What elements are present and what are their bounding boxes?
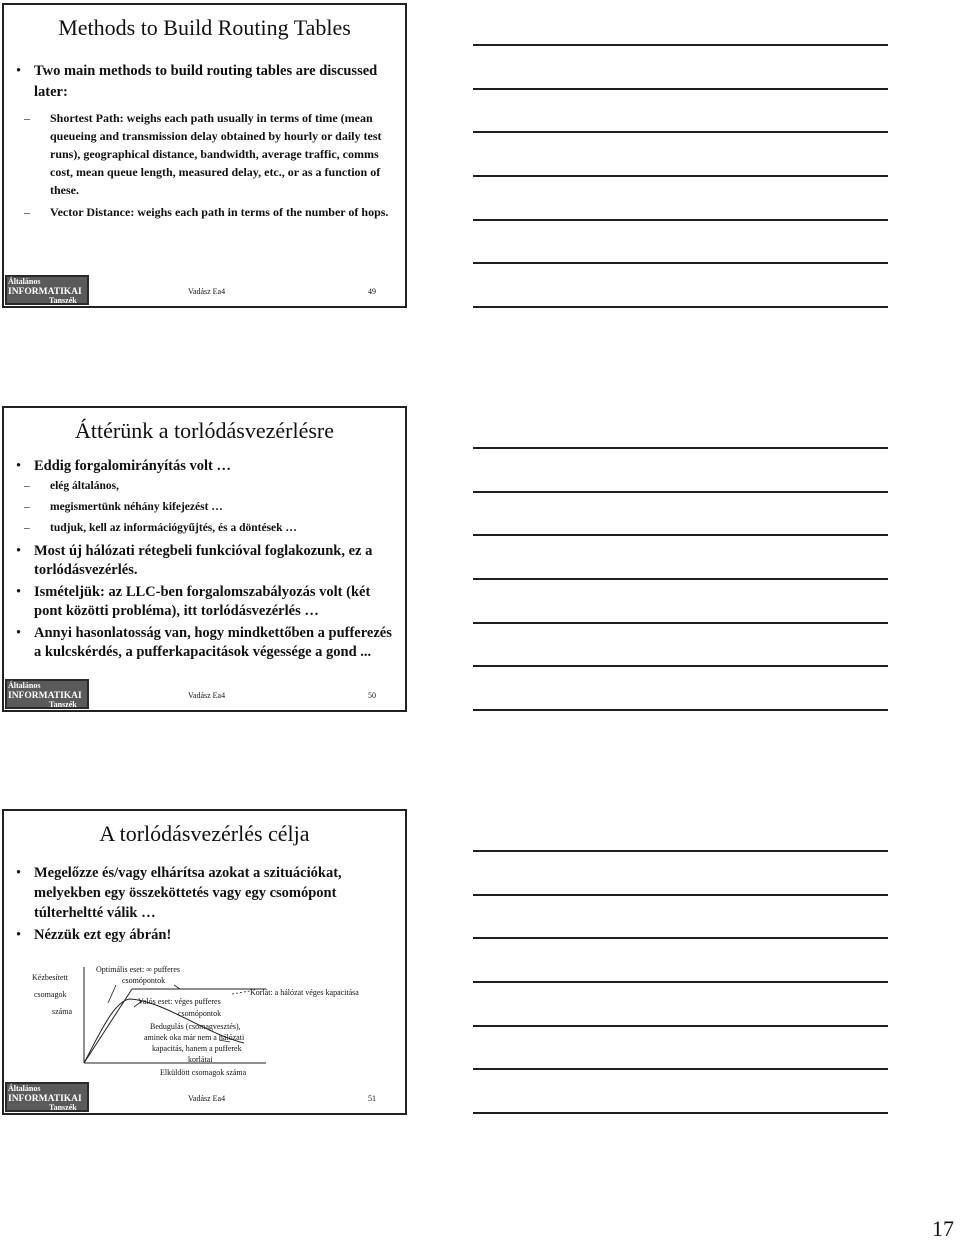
sub-bullet-item: – Shortest Path: weighs each path usually in terms of time (mean queueing and transmission delay obtained by hourly or daily test runs), geographical distance, bandwidth, average traffic, comms cost, mean queue length, measured delay, etc., or as a function of these.	[14, 109, 395, 199]
x-axis-label: Elküldött csomagok száma	[160, 1068, 247, 1077]
logo-line1: Általános	[8, 681, 41, 690]
department-logo	[5, 275, 89, 305]
congestion-label-line3: kapacitás, hanem a pufferek	[152, 1044, 242, 1053]
note-line	[473, 491, 888, 493]
congestion-label-line2: aminek oka már nem a hálózati	[144, 1033, 245, 1042]
note-line	[473, 88, 888, 90]
optimal-label-line2: csomópontok	[122, 976, 166, 985]
page-number: 17	[932, 1216, 954, 1241]
bullet-list	[14, 861, 395, 945]
note-line	[473, 175, 888, 177]
congestion-label-line1: Bedugulás (csomagvesztés),	[150, 1022, 241, 1031]
pointer-optimal	[108, 985, 116, 1003]
slide-footer	[4, 678, 405, 710]
note-line	[473, 534, 888, 536]
bullet-item: • Nézzük ezt egy ábrán!	[14, 925, 395, 945]
bullet-item: • Ismételjük: az LLC-ben forgalomszabályozás volt (két pont közötti probléma), itt torlódásvezérlés …	[14, 583, 395, 621]
note-line	[473, 937, 888, 939]
bullet-item: • Megelőzze és/vagy elhárítsa azokat a szituációkat, melyekben egy összeköttetés vagy egy csomópont túlterheltté válik …	[14, 863, 395, 923]
slide-title: Methods to Build Routing Tables	[58, 15, 351, 40]
footer-author: Vadász Ea4	[188, 691, 226, 700]
optimal-label-line1: Optimális eset: ∞ pufferes	[96, 965, 180, 974]
y-axis-label-line2: csomagok	[34, 990, 67, 999]
note-line	[473, 665, 888, 667]
logo-line1: Általános	[8, 277, 41, 286]
slide-footer	[4, 1081, 405, 1113]
logo-line2: INFORMATIKAI	[8, 1094, 82, 1104]
note-line	[473, 219, 888, 221]
note-line	[473, 1025, 888, 1027]
slide-number: 50	[368, 691, 376, 700]
logo-line2: INFORMATIKAI	[8, 691, 82, 701]
logo-line2: INFORMATIKAI	[8, 287, 82, 297]
bullet-item: • Eddig forgalomirányítás volt …	[14, 457, 395, 476]
sub-bullet-item: – elég általános,	[14, 476, 395, 497]
note-line	[473, 981, 888, 983]
note-line	[473, 709, 888, 711]
note-line	[473, 306, 888, 308]
note-line	[473, 44, 888, 46]
y-axis-label-line3: száma	[52, 1007, 72, 1016]
slide-49	[2, 3, 407, 308]
footer-author: Vadász Ea4	[188, 287, 226, 296]
department-logo	[5, 679, 89, 709]
note-line	[473, 578, 888, 580]
note-line	[473, 894, 888, 896]
sub-bullet-item: – Vector Distance: weighs each path in terms of the number of hops.	[14, 203, 395, 221]
bullet-item: • Most új hálózati rétegbeli funkcióval foglakozunk, ez a torlódásvezérlés.	[14, 542, 395, 580]
congestion-label-line4: korlátai	[188, 1055, 213, 1064]
capacity-limit-label: Korlát: a hálózat véges kapacitása	[250, 988, 359, 997]
real-label-line1: Valós eset: véges pufferes	[138, 997, 221, 1006]
note-line	[473, 262, 888, 264]
note-line	[473, 622, 888, 624]
pointer-limit	[232, 991, 250, 994]
note-line	[473, 1068, 888, 1070]
pointer-optimal-2	[174, 985, 180, 989]
slide-title: Áttérünk a torlódásvezérlésre	[75, 418, 334, 443]
logo-line1: Általános	[8, 1084, 41, 1093]
bullet-list	[14, 61, 395, 221]
slide-50	[2, 406, 407, 712]
sub-bullet-item: – tudjuk, kell az információgyűjtés, és a döntések …	[14, 518, 395, 539]
slide-footer	[4, 274, 405, 306]
sub-bullet-item: – megismertünk néhány kifejezést …	[14, 497, 395, 518]
real-label-line2: csomópontok	[178, 1009, 222, 1018]
department-logo	[5, 1082, 89, 1112]
congestion-diagram	[4, 963, 405, 1083]
bullet-list	[14, 454, 395, 662]
note-line	[473, 850, 888, 852]
logo-line3: Tanszék	[49, 700, 77, 709]
bullet-item: • Annyi hasonlatosság van, hogy mindkettőben a pufferezés a kulcskérdés, a pufferkapacitások végessége a gond ...	[14, 624, 395, 662]
bullet-item: • Two main methods to build routing tables are discussed later:	[14, 61, 395, 103]
logo-line3: Tanszék	[49, 296, 77, 305]
slide-number: 51	[368, 1094, 376, 1103]
note-line	[473, 447, 888, 449]
footer-author: Vadász Ea4	[188, 1094, 226, 1103]
slide-51	[2, 809, 407, 1115]
logo-line3: Tanszék	[49, 1103, 77, 1112]
y-axis-label-line1: Kézbesített	[32, 973, 68, 982]
note-line	[473, 1112, 888, 1114]
slide-number: 49	[368, 287, 376, 296]
optimal-curve	[84, 989, 132, 1063]
slide-title: A torlódásvezérlés célja	[99, 821, 310, 846]
note-line	[473, 131, 888, 133]
